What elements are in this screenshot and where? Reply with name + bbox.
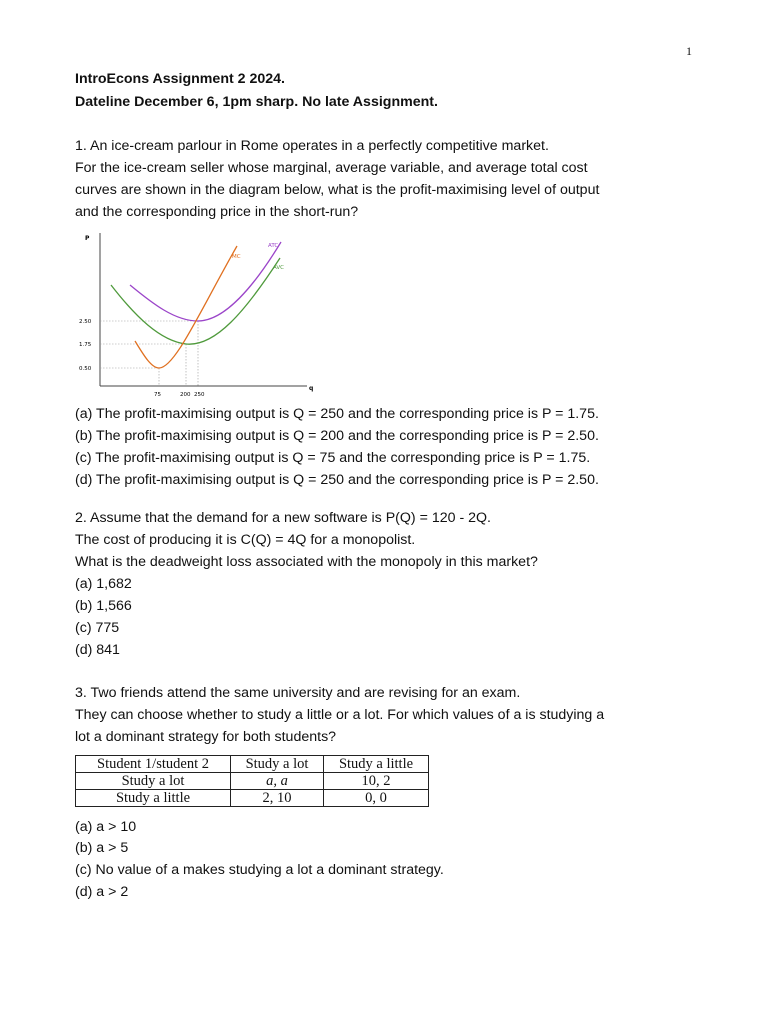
table-row [76,773,429,790]
table-row [76,790,429,807]
q2-line-3: What is the deadweight loss associated with the monopoly in this market? [75,554,538,570]
q3-option-d: (d) a > 2 [75,884,129,900]
page-number: 1 [686,44,692,58]
x-axis-label: q [309,385,314,392]
mc-curve [135,246,237,368]
table-header-row [76,756,429,773]
cost-curves-chart [75,228,320,400]
q1-line-4: and the corresponding price in the short-run? [75,204,359,220]
q1-option-a: (a) The profit-maximising output is Q = 250 and the corresponding price is P = 1.75. [75,406,599,422]
q2-option-a: (a) 1,682 [75,576,132,592]
q1-option-b: (b) The profit-maximising output is Q = 200 and the corresponding price is P = 2.50. [75,428,599,444]
q3-line-3: lot a dominant strategy for both students? [75,729,337,745]
y-tick-175: 1.75 [79,342,92,348]
table-cell: 10, 2 [324,773,429,790]
q1-line-1: 1. An ice-cream parlour in Rome operates in a perfectly competitive market. [75,138,549,154]
table-cell: Study a lot [76,773,231,790]
y-axis-label: P [85,235,90,242]
q3-line-2: They can choose whether to study a little or a lot. For which values of a is studying a [75,707,605,723]
q3-line-1: 3. Two friends attend the same university and are revising for an exam. [75,685,521,701]
table-cell: a, a [231,773,324,790]
dateline: Dateline December 6, 1pm sharp. No late Assignment. [75,94,438,110]
payoff-table [75,755,429,807]
q1-line-3: curves are shown in the diagram below, what is the profit-maximising level of output [75,182,600,198]
q1-line-2: For the ice-cream seller whose marginal, average variable, and average total cost [75,160,588,176]
table-cell: 0, 0 [324,790,429,807]
y-tick-250: 2.50 [79,319,92,325]
atc-curve [130,242,281,321]
assignment-title: IntroEcons Assignment 2 2024. [75,71,285,87]
q2-option-d: (d) 841 [75,642,120,658]
q3-option-b: (b) a > 5 [75,840,129,856]
q2-line-1: 2. Assume that the demand for a new software is P(Q) = 120 - 2Q. [75,510,491,526]
table-cell: 2, 10 [231,790,324,807]
avc-label: AVC [273,265,285,271]
q1-option-c: (c) The profit-maximising output is Q = 75 and the corresponding price is P = 1.75. [75,450,591,466]
q2-option-c: (c) 775 [75,620,120,636]
x-tick-250: 250 [194,392,205,398]
table-header-cell: Study a lot [231,756,324,773]
x-tick-200: 200 [180,392,191,398]
table-cell: Study a little [76,790,231,807]
q2-option-b: (b) 1,566 [75,598,132,614]
mc-label: MC [232,254,241,260]
q1-option-d: (d) The profit-maximising output is Q = 250 and the corresponding price is P = 2.50. [75,472,599,488]
y-tick-050: 0.50 [79,366,92,372]
table-header-cell: Study a little [324,756,429,773]
x-tick-75: 75 [154,392,161,398]
atc-label: ATC [268,243,279,249]
avc-curve [111,258,280,344]
table-header-cell: Student 1/student 2 [76,756,231,773]
q3-option-c: (c) No value of a makes studying a lot a dominant strategy. [75,862,444,878]
q3-option-a: (a) a > 10 [75,819,137,835]
q2-line-2: The cost of producing it is C(Q) = 4Q for a monopolist. [75,532,416,548]
